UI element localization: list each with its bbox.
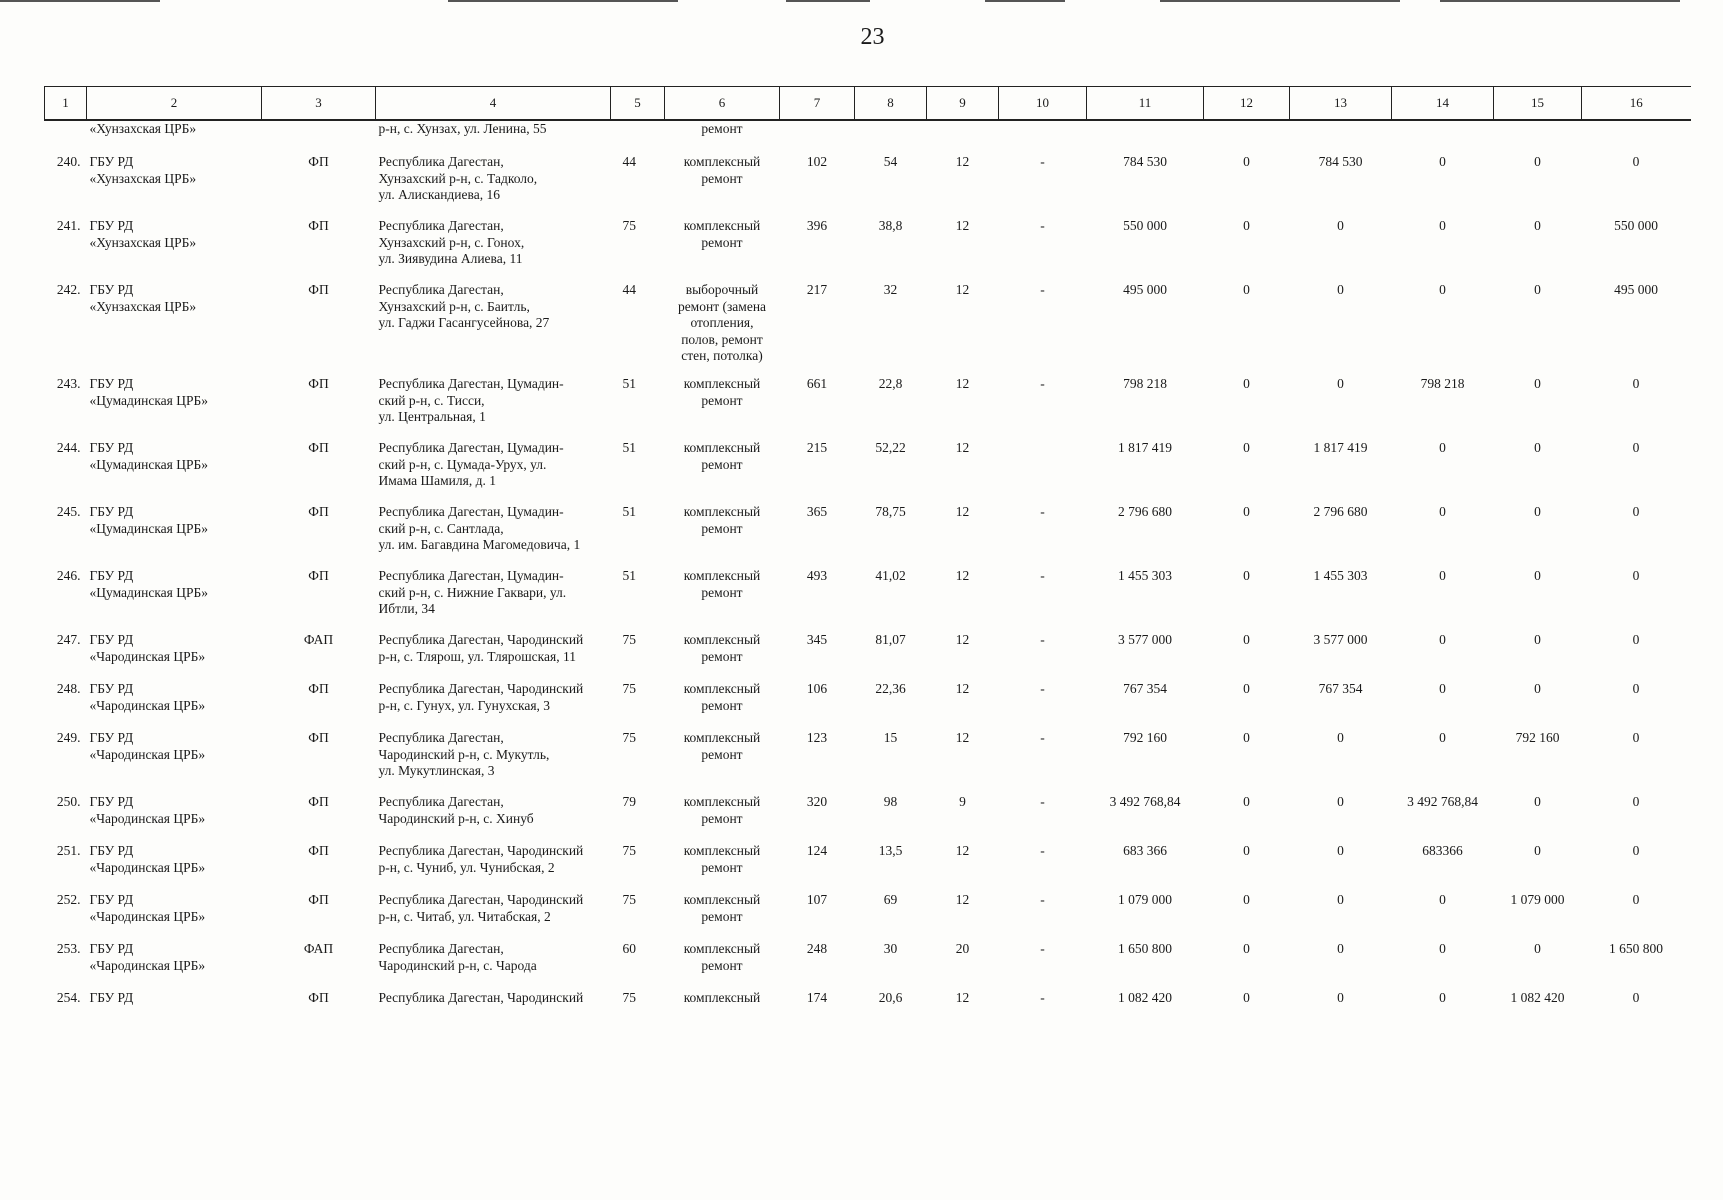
cell-col12: 0 bbox=[1243, 154, 1250, 169]
cell-col11: 2 796 680 bbox=[1118, 504, 1172, 519]
cell-col16: 0 bbox=[1632, 504, 1640, 519]
cell-col5: 75 bbox=[622, 892, 636, 907]
cell-col16: 0 bbox=[1632, 568, 1640, 583]
cell-col11: 1 079 000 bbox=[1118, 892, 1172, 907]
cell-col7: 124 bbox=[806, 843, 828, 858]
cell-col5: 51 bbox=[622, 568, 636, 583]
table-row bbox=[45, 568, 1691, 632]
column-header-10: 10 bbox=[999, 87, 1087, 121]
column-header-7: 7 bbox=[780, 87, 855, 121]
table-row bbox=[45, 440, 1691, 504]
continuation-row bbox=[45, 120, 1691, 154]
cell-col16: 0 bbox=[1632, 440, 1640, 455]
cell-col13: 0 bbox=[1337, 990, 1344, 1005]
cell-col15: 0 bbox=[1534, 218, 1541, 233]
cell-col14: 0 bbox=[1439, 892, 1446, 907]
cell-col15: 0 bbox=[1534, 568, 1541, 583]
cell-col15: 792 160 bbox=[1515, 730, 1560, 745]
cell-repair-type: комплексный ремонт bbox=[683, 632, 761, 664]
cell-col5: 75 bbox=[622, 843, 636, 858]
cell-col9: 12 bbox=[955, 681, 970, 696]
cell-address: Республика Дагестан, Цумадин- ский р-н, с. Нижние Гаквари, ул. Ибтли, 34 bbox=[378, 568, 567, 616]
column-header-8: 8 bbox=[855, 87, 927, 121]
cell-col11: 1 082 420 bbox=[1118, 990, 1172, 1005]
cell-col9: 12 bbox=[955, 632, 970, 647]
column-header-12: 12 bbox=[1204, 87, 1290, 121]
cell-col7: 396 bbox=[806, 218, 828, 233]
cell-col10: - bbox=[1040, 681, 1045, 696]
cell-repair-type: комплексный ремонт bbox=[683, 154, 761, 186]
cell-col13: 1 817 419 bbox=[1313, 440, 1368, 455]
cell-col13: 1 455 303 bbox=[1313, 568, 1368, 583]
cell-organization: ГБУ РД bbox=[89, 990, 134, 1005]
cell-col8: 38,8 bbox=[878, 218, 903, 233]
cell-col12: 0 bbox=[1243, 941, 1250, 956]
cell-col9: 12 bbox=[955, 376, 970, 391]
cell-col16: 0 bbox=[1632, 681, 1640, 696]
cell-col10: - bbox=[1040, 154, 1045, 169]
cell-col12: 0 bbox=[1243, 892, 1250, 907]
cell-organization: ГБУ РД «Чародинская ЦРБ» bbox=[89, 632, 206, 664]
table-body bbox=[45, 120, 1691, 1034]
cell-col10: - bbox=[1040, 632, 1045, 647]
cell-col15: 1 079 000 bbox=[1510, 892, 1565, 907]
cell-col14: 0 bbox=[1439, 632, 1446, 647]
cell-organization: ГБУ РД «Цумадинская ЦРБ» bbox=[89, 504, 209, 536]
cell-col11: 495 000 bbox=[1123, 282, 1167, 297]
cell-col11: 767 354 bbox=[1123, 681, 1167, 696]
column-header-4: 4 bbox=[376, 87, 611, 121]
column-header-6: 6 bbox=[665, 87, 780, 121]
cell-col9: 12 bbox=[955, 892, 970, 907]
cell-col14: 0 bbox=[1439, 154, 1446, 169]
cell-col8: 22,36 bbox=[875, 681, 906, 696]
repair-schedule-table bbox=[44, 86, 1691, 1034]
cell-col9: 20 bbox=[955, 941, 970, 956]
cell-col16: 0 bbox=[1632, 990, 1640, 1005]
cell-col14: 0 bbox=[1439, 568, 1446, 583]
cell-col8: 81,07 bbox=[875, 632, 906, 647]
cell-number: 250. bbox=[56, 794, 81, 809]
cell-number: 245. bbox=[56, 504, 81, 519]
cell-empty bbox=[1290, 120, 1392, 154]
cell-repair-type: комплексный ремонт bbox=[683, 843, 761, 875]
cell-address: Республика Дагестан, Цумадин- ский р-н, с. Тисси, ул. Центральная, 1 bbox=[378, 376, 564, 424]
cell-number: 249. bbox=[56, 730, 81, 745]
cell-type: ФП bbox=[308, 504, 329, 519]
table-row bbox=[45, 282, 1691, 376]
top-edge-line bbox=[786, 0, 870, 2]
cell-address: Республика Дагестан, Чародинский р-н, с. Хинуб bbox=[378, 794, 534, 826]
cell-address: Республика Дагестан, Чародинский р-н, с. Чуниб, ул. Чунибская, 2 bbox=[378, 843, 584, 875]
cell-type: ФП bbox=[308, 568, 329, 583]
cell-col12: 0 bbox=[1243, 730, 1250, 745]
cell-col7: 107 bbox=[806, 892, 828, 907]
cell-address: Республика Дагестан, Чародинский р-н, с. Тлярош, ул. Тлярошская, 11 bbox=[378, 632, 584, 664]
cell-type bbox=[262, 120, 376, 154]
column-header-2: 2 bbox=[87, 87, 262, 121]
cell-col9: 12 bbox=[955, 218, 970, 233]
cell-number: 251. bbox=[56, 843, 81, 858]
top-edge-line bbox=[0, 0, 160, 2]
cell-col11: 792 160 bbox=[1123, 730, 1167, 745]
cell-number: 254. bbox=[56, 990, 81, 1005]
cell-col12: 0 bbox=[1243, 440, 1250, 455]
cell-col10: - bbox=[1040, 376, 1045, 391]
top-edge-line bbox=[985, 0, 1065, 2]
cell-col10: - bbox=[1040, 941, 1045, 956]
cell-col13: 0 bbox=[1337, 730, 1344, 745]
cell-col14: 0 bbox=[1439, 941, 1446, 956]
cell-col14: 0 bbox=[1439, 282, 1446, 297]
cell-col11: 3 492 768,84 bbox=[1109, 794, 1181, 809]
cell-col14: 0 bbox=[1439, 990, 1446, 1005]
cell-repair-type: комплексный ремонт bbox=[683, 218, 761, 250]
cell-col13: 0 bbox=[1337, 794, 1344, 809]
cell-col7: 345 bbox=[806, 632, 828, 647]
table-row bbox=[45, 892, 1691, 941]
cell-organization: ГБУ РД «Цумадинская ЦРБ» bbox=[89, 568, 209, 600]
cell-col11: 784 530 bbox=[1123, 154, 1167, 169]
cell-address: Республика Дагестан, Чародинский р-н, с. Чарода bbox=[378, 941, 537, 973]
cell-col8: 41,02 bbox=[875, 568, 906, 583]
cell-type: ФП bbox=[308, 440, 329, 455]
cell-number: 252. bbox=[56, 892, 81, 907]
cell-organization: ГБУ РД «Хунзахская ЦРБ» bbox=[89, 218, 197, 250]
cell-organization: ГБУ РД «Чародинская ЦРБ» bbox=[89, 681, 206, 713]
cell-col8: 98 bbox=[883, 794, 898, 809]
cell-col14: 798 218 bbox=[1420, 376, 1465, 391]
column-header-14: 14 bbox=[1392, 87, 1494, 121]
cell-col12: 0 bbox=[1243, 218, 1250, 233]
cell-type: ФП bbox=[308, 681, 329, 696]
cell-col7: 123 bbox=[806, 730, 828, 745]
cell-col16: 0 bbox=[1632, 730, 1640, 745]
cell-repair-type: ремонт bbox=[701, 121, 743, 136]
cell-col8: 13,5 bbox=[878, 843, 903, 858]
cell-repair-type: комплексный ремонт bbox=[683, 440, 761, 472]
cell-col15: 0 bbox=[1534, 376, 1541, 391]
table-row bbox=[45, 990, 1691, 1034]
cell-col11: 550 000 bbox=[1123, 218, 1167, 233]
cell-col9: 12 bbox=[955, 440, 970, 455]
cell-col12: 0 bbox=[1243, 990, 1250, 1005]
cell-repair-type: комплексный ремонт bbox=[683, 504, 761, 536]
cell-col8: 32 bbox=[883, 282, 898, 297]
cell-col10: - bbox=[1040, 794, 1045, 809]
cell-col8: 54 bbox=[883, 154, 898, 169]
cell-col5: 51 bbox=[622, 376, 636, 391]
cell-number bbox=[45, 120, 87, 154]
cell-address: Республика Дагестан, Хунзахский р-н, с. Гонох, ул. Зиявудина Алиева, 11 bbox=[378, 218, 525, 266]
cell-type: ФП bbox=[308, 990, 329, 1005]
cell-empty bbox=[999, 120, 1087, 154]
cell-col13: 0 bbox=[1337, 843, 1344, 858]
cell-col15: 0 bbox=[1534, 282, 1541, 297]
table-row bbox=[45, 794, 1691, 843]
top-edge-line bbox=[448, 0, 678, 2]
cell-col7: 661 bbox=[806, 376, 828, 391]
cell-repair-type: комплексный ремонт bbox=[683, 794, 761, 826]
cell-empty bbox=[1204, 120, 1290, 154]
cell-type: ФП bbox=[308, 282, 329, 297]
cell-address: Республика Дагестан, Чародинский р-н, с. Мукутль, ул. Мукутлинская, 3 bbox=[378, 730, 550, 778]
cell-number: 241. bbox=[56, 218, 81, 233]
cell-col13: 2 796 680 bbox=[1313, 504, 1368, 519]
cell-col13: 3 577 000 bbox=[1313, 632, 1368, 647]
cell-col15: 0 bbox=[1534, 154, 1541, 169]
cell-organization: ГБУ РД «Чародинская ЦРБ» bbox=[89, 730, 206, 762]
cell-col16: 0 bbox=[1632, 632, 1640, 647]
cell-type: ФАП bbox=[303, 941, 334, 956]
cell-address: р-н, с. Хунзах, ул. Ленина, 55 bbox=[378, 121, 547, 136]
cell-col13: 0 bbox=[1337, 282, 1344, 297]
cell-col14: 0 bbox=[1439, 681, 1446, 696]
cell-col9: 12 bbox=[955, 154, 970, 169]
cell-repair-type: комплексный ремонт bbox=[683, 941, 761, 973]
cell-col10: - bbox=[1040, 504, 1045, 519]
cell-col5: 51 bbox=[622, 504, 636, 519]
cell-col11: 798 218 bbox=[1123, 376, 1167, 391]
cell-col15: 0 bbox=[1534, 632, 1541, 647]
table-row bbox=[45, 843, 1691, 892]
cell-col10: - bbox=[1040, 843, 1045, 858]
cell-col8: 52,22 bbox=[875, 440, 906, 455]
cell-col16: 1 650 800 bbox=[1609, 941, 1663, 956]
cell-repair-type: выборочный ремонт (замена отопления, полов, ремонт стен, потолка) bbox=[677, 282, 767, 363]
cell-number: 253. bbox=[56, 941, 81, 956]
cell-repair-type: комплексный ремонт bbox=[683, 730, 761, 762]
cell-col11: 683 366 bbox=[1123, 843, 1167, 858]
cell-type: ФП bbox=[308, 730, 329, 745]
cell-col12: 0 bbox=[1243, 282, 1250, 297]
cell-type: ФАП bbox=[303, 632, 334, 647]
cell-address: Республика Дагестан, Цумадин- ский р-н, с. Сантлада, ул. им. Багавдина Магомедовича, 1 bbox=[378, 504, 581, 552]
cell-address: Республика Дагестан, Чародинский р-н, с. Читаб, ул. Читабская, 2 bbox=[378, 892, 584, 924]
cell-col9: 12 bbox=[955, 504, 970, 519]
column-header-15: 15 bbox=[1494, 87, 1582, 121]
cell-type: ФП bbox=[308, 376, 329, 391]
cell-col8: 15 bbox=[883, 730, 898, 745]
page-number: 23 bbox=[860, 24, 885, 50]
cell-number: 247. bbox=[56, 632, 81, 647]
cell-col14: 0 bbox=[1439, 730, 1446, 745]
cell-col14: 3 492 768,84 bbox=[1407, 794, 1478, 809]
cell-col13: 767 354 bbox=[1318, 681, 1363, 696]
cell-col12: 0 bbox=[1243, 376, 1250, 391]
column-header-5: 5 bbox=[611, 87, 665, 121]
cell-col7: 174 bbox=[806, 990, 828, 1005]
cell-empty bbox=[1392, 120, 1494, 154]
table-row bbox=[45, 504, 1691, 568]
cell-number: 248. bbox=[56, 681, 81, 696]
table-row bbox=[45, 376, 1691, 440]
cell-organization: ГБУ РД «Чародинская ЦРБ» bbox=[89, 892, 206, 924]
cell-col5: 75 bbox=[622, 730, 636, 745]
cell-empty bbox=[1087, 120, 1204, 154]
cell-col8: 30 bbox=[883, 941, 898, 956]
cell-col10: - bbox=[1040, 218, 1045, 233]
cell-empty bbox=[855, 120, 927, 154]
cell-col15: 0 bbox=[1534, 440, 1541, 455]
cell-col5: 75 bbox=[622, 632, 636, 647]
cell-col5: 44 bbox=[622, 154, 636, 169]
cell-empty bbox=[780, 120, 855, 154]
table-row bbox=[45, 681, 1691, 730]
cell-organization: ГБУ РД «Цумадинская ЦРБ» bbox=[89, 440, 209, 472]
cell-repair-type: комплексный ремонт bbox=[683, 892, 761, 924]
table-row bbox=[45, 730, 1691, 794]
column-header-1: 1 bbox=[45, 87, 87, 121]
cell-col10: - bbox=[1040, 568, 1045, 583]
cell-type: ФП bbox=[308, 154, 329, 169]
cell-col7: 102 bbox=[806, 154, 828, 169]
table-row bbox=[45, 218, 1691, 282]
cell-col14: 0 bbox=[1439, 440, 1446, 455]
cell-col15: 0 bbox=[1534, 843, 1541, 858]
cell-col12: 0 bbox=[1243, 632, 1250, 647]
top-edge-line bbox=[1160, 0, 1400, 2]
cell-number: 246. bbox=[56, 568, 81, 583]
cell-col7: 217 bbox=[806, 282, 828, 297]
top-edge-line bbox=[1440, 0, 1680, 2]
table-row bbox=[45, 632, 1691, 681]
cell-col13: 0 bbox=[1337, 892, 1344, 907]
cell-col10: - bbox=[1040, 892, 1045, 907]
cell-col5 bbox=[611, 120, 665, 154]
cell-col16: 0 bbox=[1632, 376, 1640, 391]
cell-organization: ГБУ РД «Хунзахская ЦРБ» bbox=[89, 282, 197, 314]
cell-col16: 0 bbox=[1632, 843, 1640, 858]
cell-repair-type: комплексный ремонт bbox=[683, 568, 761, 600]
cell-organization: ГБУ РД «Цумадинская ЦРБ» bbox=[89, 376, 209, 408]
cell-repair-type: комплексный bbox=[683, 990, 761, 1005]
cell-col5: 75 bbox=[622, 681, 636, 696]
cell-col7: 248 bbox=[806, 941, 828, 956]
cell-col5: 51 bbox=[622, 440, 636, 455]
cell-col5: 60 bbox=[622, 941, 636, 956]
cell-col15: 0 bbox=[1534, 681, 1541, 696]
cell-col11: 1 650 800 bbox=[1118, 941, 1172, 956]
cell-col5: 79 bbox=[622, 794, 636, 809]
cell-address: Республика Дагестан, Цумадин- ский р-н, с. Цумада-Урух, ул. Имама Шамиля, д. 1 bbox=[378, 440, 564, 488]
cell-col10: - bbox=[1040, 282, 1045, 297]
cell-col8: 69 bbox=[883, 892, 898, 907]
cell-col7: 320 bbox=[806, 794, 828, 809]
cell-col16: 0 bbox=[1632, 154, 1640, 169]
cell-col16: 0 bbox=[1632, 794, 1640, 809]
cell-col11: 1 455 303 bbox=[1118, 568, 1172, 583]
cell-col7: 106 bbox=[806, 681, 828, 696]
cell-type: ФП bbox=[308, 843, 329, 858]
cell-address: Республика Дагестан, Чародинский bbox=[378, 990, 584, 1005]
cell-organization: ГБУ РД «Хунзахская ЦРБ» bbox=[89, 154, 197, 186]
cell-col7: 215 bbox=[806, 440, 828, 455]
cell-repair-type: комплексный ремонт bbox=[683, 376, 761, 408]
cell-col15: 0 bbox=[1534, 941, 1541, 956]
cell-repair-type: комплексный ремонт bbox=[683, 681, 761, 713]
cell-col15: 1 082 420 bbox=[1510, 990, 1565, 1005]
cell-address: Республика Дагестан, Чародинский р-н, с. Гунух, ул. Гунухская, 3 bbox=[378, 681, 584, 713]
cell-number: 244. bbox=[56, 440, 81, 455]
column-header-11: 11 bbox=[1087, 87, 1204, 121]
cell-number: 243. bbox=[56, 376, 81, 391]
cell-empty bbox=[1494, 120, 1582, 154]
cell-col9: 12 bbox=[955, 282, 970, 297]
header-row bbox=[45, 87, 1691, 121]
cell-col13: 0 bbox=[1337, 218, 1344, 233]
cell-col9: 12 bbox=[955, 843, 970, 858]
cell-col8: 22,8 bbox=[878, 376, 903, 391]
cell-col9: 12 bbox=[955, 730, 970, 745]
cell-col5: 44 bbox=[622, 282, 636, 297]
cell-col12: 0 bbox=[1243, 794, 1250, 809]
cell-col9: 9 bbox=[959, 794, 966, 809]
cell-col13: 0 bbox=[1337, 941, 1344, 956]
cell-number: 242. bbox=[56, 282, 81, 297]
column-number-header bbox=[45, 87, 1691, 121]
cell-address: Республика Дагестан, Хунзахский р-н, с. Баитль, ул. Гаджи Гасангусейнова, 27 bbox=[378, 282, 550, 330]
cell-col11: 3 577 000 bbox=[1118, 632, 1172, 647]
cell-organization: ГБУ РД «Чародинская ЦРБ» bbox=[89, 941, 206, 973]
cell-col7: 493 bbox=[806, 568, 828, 583]
table-row bbox=[45, 941, 1691, 990]
cell-col13: 784 530 bbox=[1318, 154, 1363, 169]
cell-col16: 550 000 bbox=[1614, 218, 1658, 233]
table-row bbox=[45, 154, 1691, 218]
column-header-3: 3 bbox=[262, 87, 376, 121]
cell-col12: 0 bbox=[1243, 681, 1250, 696]
cell-col15: 0 bbox=[1534, 794, 1541, 809]
cell-col16: 0 bbox=[1632, 892, 1640, 907]
cell-col12: 0 bbox=[1243, 568, 1250, 583]
cell-col5: 75 bbox=[622, 990, 636, 1005]
cell-col9: 12 bbox=[955, 568, 970, 583]
column-header-13: 13 bbox=[1290, 87, 1392, 121]
cell-col14: 0 bbox=[1439, 218, 1446, 233]
cell-col12: 0 bbox=[1243, 504, 1250, 519]
cell-type: ФП bbox=[308, 218, 329, 233]
cell-col15: 0 bbox=[1534, 504, 1541, 519]
cell-address: Республика Дагестан, Хунзахский р-н, с. Тадколо, ул. Алискандиева, 16 bbox=[378, 154, 538, 202]
cell-col13: 0 bbox=[1337, 376, 1344, 391]
cell-col10: - bbox=[1040, 990, 1045, 1005]
cell-col8: 78,75 bbox=[875, 504, 906, 519]
cell-number: 240. bbox=[56, 154, 81, 169]
cell-organization: «Хунзахская ЦРБ» bbox=[89, 121, 197, 136]
cell-type: ФП bbox=[308, 794, 329, 809]
cell-col10: - bbox=[1040, 730, 1045, 745]
cell-col7: 365 bbox=[806, 504, 828, 519]
column-header-16: 16 bbox=[1582, 87, 1691, 121]
cell-col14: 0 bbox=[1439, 504, 1446, 519]
cell-col12: 0 bbox=[1243, 843, 1250, 858]
cell-empty bbox=[927, 120, 999, 154]
cell-organization: ГБУ РД «Чародинская ЦРБ» bbox=[89, 843, 206, 875]
cell-empty bbox=[1582, 120, 1691, 154]
cell-col5: 75 bbox=[622, 218, 636, 233]
cell-type: ФП bbox=[308, 892, 329, 907]
column-header-9: 9 bbox=[927, 87, 999, 121]
cell-col14: 683366 bbox=[1422, 843, 1463, 858]
cell-col10 bbox=[999, 440, 1087, 504]
cell-col11: 1 817 419 bbox=[1118, 440, 1172, 455]
cell-col8: 20,6 bbox=[878, 990, 903, 1005]
cell-col9: 12 bbox=[955, 990, 970, 1005]
cell-organization: ГБУ РД «Чародинская ЦРБ» bbox=[89, 794, 206, 826]
cell-col16: 495 000 bbox=[1614, 282, 1658, 297]
